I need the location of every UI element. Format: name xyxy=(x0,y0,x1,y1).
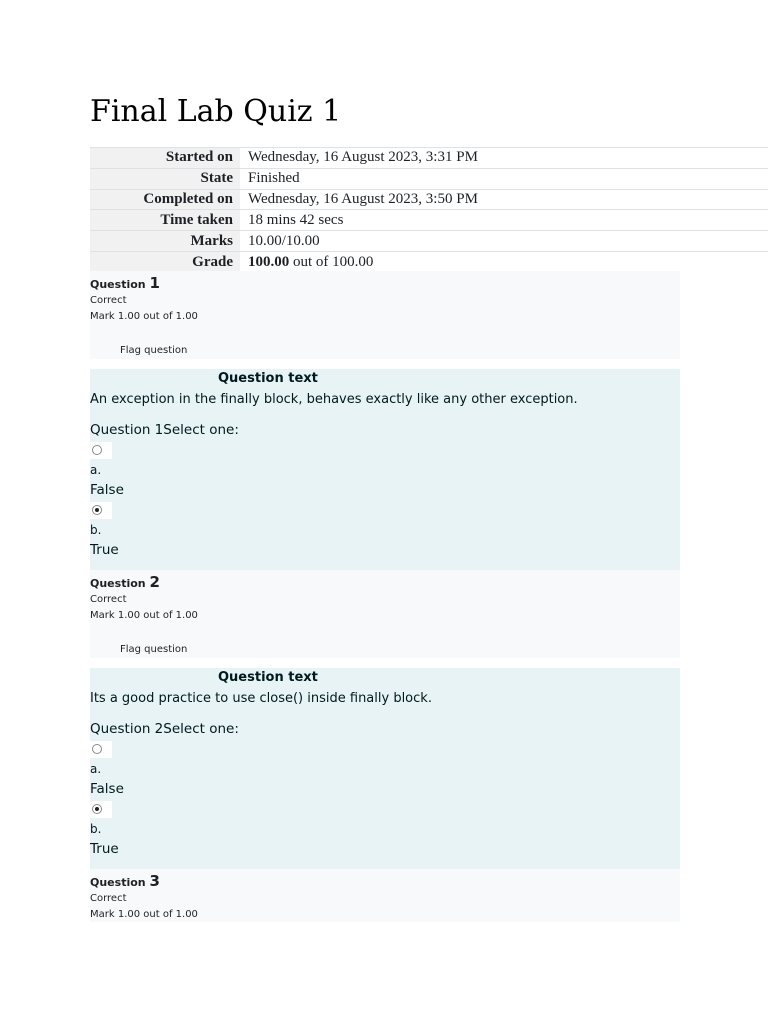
question-1-info xyxy=(90,271,680,359)
option-a-letter: a. xyxy=(90,463,102,477)
question-1-content xyxy=(90,369,680,570)
option-b-text[interactable]: True xyxy=(90,841,119,857)
question-3-info xyxy=(90,869,680,922)
summary-row-time-taken xyxy=(90,210,768,231)
option-b-letter: b. xyxy=(90,822,102,836)
question-2-content xyxy=(90,668,680,869)
question-grade: Mark 1.00 out of 1.00 xyxy=(90,311,198,322)
question-text-heading: Question text xyxy=(218,371,318,386)
question-state: Correct xyxy=(90,594,127,605)
summary-label: State xyxy=(90,168,240,189)
flag-question-link[interactable]: Flag question xyxy=(120,644,188,655)
summary-label: Time taken xyxy=(90,210,240,231)
summary-value: 10.00/10.00 xyxy=(240,231,768,252)
grade-out-of: out of 100.00 xyxy=(289,253,374,270)
summary-value: Finished xyxy=(240,168,768,189)
radio-unchecked-icon[interactable] xyxy=(92,445,102,455)
option-b-text[interactable]: True xyxy=(90,542,119,558)
summary-row-completed xyxy=(90,189,768,210)
option-b-radio[interactable] xyxy=(90,801,112,818)
summary-row-marks xyxy=(90,231,768,252)
select-one-prompt: Question 2Select one: xyxy=(90,721,239,737)
option-a-letter: a. xyxy=(90,762,102,776)
question-number: Question 2 xyxy=(90,573,160,591)
option-a-radio[interactable] xyxy=(90,741,112,758)
radio-unchecked-icon[interactable] xyxy=(92,744,102,754)
question-grade: Mark 1.00 out of 1.00 xyxy=(90,610,198,621)
summary-label: Marks xyxy=(90,231,240,252)
summary-value: 18 mins 42 secs xyxy=(240,210,768,231)
question-text: An exception in the finally block, behaves exactly like any other exception. xyxy=(90,392,578,407)
summary-label: Grade xyxy=(90,251,240,272)
attempt-summary-table xyxy=(90,147,768,272)
summary-row-started xyxy=(90,148,768,169)
flag-question-link[interactable]: Flag question xyxy=(120,345,188,356)
question-text-heading: Question text xyxy=(218,670,318,685)
select-one-prompt: Question 1Select one: xyxy=(90,422,239,438)
question-2-info xyxy=(90,570,680,658)
page-title: Final Lab Quiz 1 xyxy=(90,94,342,129)
summary-label: Started on xyxy=(90,148,240,169)
grade-score: 100.00 xyxy=(248,253,290,270)
option-b-letter: b. xyxy=(90,523,102,537)
radio-checked-icon[interactable] xyxy=(92,804,102,814)
question-number: Question 1 xyxy=(90,274,160,292)
option-a-text[interactable]: False xyxy=(90,781,124,797)
question-grade: Mark 1.00 out of 1.00 xyxy=(90,909,198,920)
question-text: Its a good practice to use close() inside finally block. xyxy=(90,691,432,706)
option-b-radio[interactable] xyxy=(90,502,112,519)
summary-row-grade xyxy=(90,251,768,272)
summary-value: Wednesday, 16 August 2023, 3:31 PM xyxy=(240,148,768,169)
question-number: Question 3 xyxy=(90,872,160,890)
option-a-text[interactable]: False xyxy=(90,482,124,498)
question-state: Correct xyxy=(90,893,127,904)
radio-checked-icon[interactable] xyxy=(92,505,102,515)
summary-value: Wednesday, 16 August 2023, 3:50 PM xyxy=(240,189,768,210)
summary-value xyxy=(240,251,768,272)
option-a-radio[interactable] xyxy=(90,442,112,459)
summary-label: Completed on xyxy=(90,189,240,210)
question-state: Correct xyxy=(90,295,127,306)
summary-row-state xyxy=(90,168,768,189)
